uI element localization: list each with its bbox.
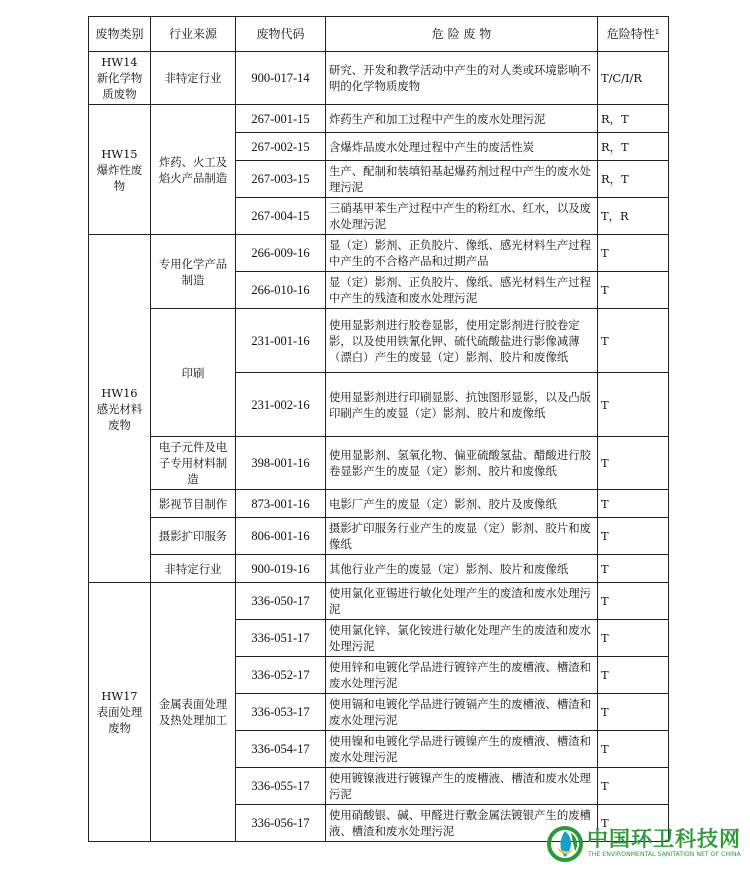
- table-row: [89, 309, 669, 373]
- hazard-characteristic-cell: R，T: [598, 133, 669, 161]
- header-row: [89, 17, 669, 52]
- industry-source-cell: 非特定行业: [151, 52, 236, 105]
- industry-source-cell: 摄影扩印服务: [151, 518, 236, 555]
- header-hazard-note: 1: [654, 28, 660, 36]
- hazard-characteristic-cell: R，T: [598, 161, 669, 198]
- waste-code-cell: 336-050-17: [236, 583, 326, 620]
- hazardous-waste-description-cell: 电影厂产生的废显（定）影剂、胶片及废像纸: [326, 490, 598, 518]
- waste-code-cell: 267-004-15: [236, 198, 326, 235]
- waste-code-cell: 267-002-15: [236, 133, 326, 161]
- industry-source-cell: 金属表面处理及热处理加工: [151, 583, 236, 842]
- hazard-characteristic-cell: T: [598, 373, 669, 437]
- header-code: 废物代码: [236, 17, 326, 52]
- waste-category-cell: [89, 105, 151, 235]
- hazard-characteristic-cell: T: [598, 490, 669, 518]
- hazard-characteristic-cell: T: [598, 768, 669, 805]
- waste-code-cell: 900-017-14: [236, 52, 326, 105]
- waste-code-cell: 231-002-16: [236, 373, 326, 437]
- hazard-characteristic-cell: T: [598, 235, 669, 272]
- waste-category-line: 爆炸性废: [96, 162, 143, 177]
- hazard-characteristic-cell: T，R: [598, 198, 669, 235]
- industry-source-cell: 电子元件及电子专用材料制造: [151, 437, 236, 490]
- waste-code-cell: 231-001-16: [236, 309, 326, 373]
- table-row: [89, 518, 669, 555]
- hazardous-waste-description-cell: 三硝基甲苯生产过程中产生的粉红水、红水，以及废水处理污泥: [326, 198, 598, 235]
- hazard-characteristic-cell: T: [598, 583, 669, 620]
- site-logo: [547, 823, 743, 865]
- hazard-characteristic-cell: T: [598, 437, 669, 490]
- hazard-characteristic-cell: T: [598, 620, 669, 657]
- waste-code-cell: 336-054-17: [236, 731, 326, 768]
- waste-category-line: HW16: [101, 385, 138, 400]
- hazard-characteristic-cell: T: [598, 731, 669, 768]
- waste-category-line: 物: [113, 178, 126, 193]
- waste-category-line: HW17: [101, 689, 138, 703]
- industry-source-cell: 专用化学产品制造: [151, 235, 236, 309]
- hazardous-waste-description-cell: 使用镍和电镀化学品进行镀镍产生的废槽液、槽渣和废水处理污泥: [326, 731, 598, 768]
- hazardous-waste-description-cell: 使用显影剂、氢氧化物、偏亚硫酸氢盐、醋酸进行胶卷显影产生的废显（定）影剂、胶片和废像纸: [326, 437, 598, 490]
- table-row: [89, 437, 669, 490]
- hazard-characteristic-cell: T: [598, 518, 669, 555]
- hazardous-waste-description-cell: 研究、开发和教学活动中产生的对人类或环境影响不明的化学物质废物: [326, 52, 598, 105]
- industry-source-cell: 印刷: [151, 309, 236, 437]
- hazardous-waste-description-cell: 使用氯化锌、氯化铵进行敏化处理产生的废渣和废水处理污泥: [326, 620, 598, 657]
- hazard-characteristic-cell: R，T: [598, 105, 669, 133]
- hazardous-waste-description-cell: 使用镉和电镀化学品进行镀镉产生的废槽液、槽渣和废水处理污泥: [326, 694, 598, 731]
- logo-subtitle: THE ENVIRONMENTAL SANITATION NET OF CHINA: [588, 851, 741, 858]
- waste-category-line: HW14: [101, 55, 138, 69]
- waste-code-cell: 267-001-15: [236, 105, 326, 133]
- logo-name: 中国环卫科技网: [587, 827, 741, 851]
- hazardous-waste-description-cell: 显（定）影剂、正负胶片、像纸、感光材料生产过程中产生的不合格产品和过期产品: [326, 235, 598, 272]
- header-hazard-label: 危险特性: [606, 27, 655, 41]
- hazard-characteristic-cell: T: [598, 805, 669, 842]
- hazardous-waste-description-cell: 使用显影剂进行胶卷显影，使用定影剂进行胶卷定影，以及使用铁氰化钾、硫代硫酸盐进行影像减薄（漂白）产生的废显（定）影剂、胶片和废像纸: [326, 309, 598, 373]
- hazardous-waste-description-cell: 使用镀镍液进行镀镍产生的废槽液、槽渣和废水处理污泥: [326, 768, 598, 805]
- hazardous-waste-description-cell: 其他行业产生的废显（定）影剂、胶片和废像纸: [326, 555, 598, 583]
- waste-category-line: 表面处理: [96, 705, 143, 719]
- waste-code-cell: 336-051-17: [236, 620, 326, 657]
- table-header: [89, 17, 669, 52]
- waste-code-cell: 266-009-16: [236, 235, 326, 272]
- waste-code-cell: 398-001-16: [236, 437, 326, 490]
- waste-code-cell: 336-056-17: [236, 805, 326, 842]
- hazardous-waste-description-cell: 生产、配制和装填铅基起爆药剂过程中产生的废水处理污泥: [326, 161, 598, 198]
- industry-source-cell: 炸药、火工及焰火产品制造: [151, 105, 236, 235]
- table-wrapper: [88, 16, 668, 842]
- industry-source-cell: 影视节目制作: [151, 490, 236, 518]
- waste-category-line: 感光材料: [96, 401, 143, 416]
- hazard-characteristic-cell: T: [598, 309, 669, 373]
- waste-category-line: HW15: [101, 146, 138, 161]
- header-hazard: [598, 17, 669, 52]
- waste-code-cell: 267-003-15: [236, 161, 326, 198]
- waste-code-cell: 336-055-17: [236, 768, 326, 805]
- waste-code-cell: 336-052-17: [236, 657, 326, 694]
- hazardous-waste-description-cell: 使用锌和电镀化学品进行镀锌产生的废槽液、槽渣和废水处理污泥: [326, 657, 598, 694]
- waste-category-cell: [89, 583, 151, 842]
- hazardous-waste-description-cell: 含爆炸品废水处理过程中产生的废活性炭: [326, 133, 598, 161]
- leaf-logo-icon: [547, 825, 583, 863]
- hazardous-waste-description-cell: 使用显影剂进行印刷显影、抗蚀图形显影，以及凸版印刷产生的废显（定）影剂、胶片和废像纸: [326, 373, 598, 437]
- hazard-characteristic-cell: T/C/I/R: [598, 52, 669, 105]
- waste-category-cell: [89, 235, 151, 583]
- hazardous-waste-description-cell: 使用硝酸银、碱、甲醛进行敷金属法镀银产生的废槽液、槽渣和废水处理污泥: [326, 805, 598, 842]
- table-row: [89, 105, 669, 133]
- waste-category-line: 新化学物: [96, 71, 143, 85]
- industry-source-cell: 非特定行业: [151, 555, 236, 583]
- waste-category-line: 废物: [108, 721, 131, 735]
- hazardous-waste-description-cell: 使用氯化亚锡进行敏化处理产生的废渣和废水处理污泥: [326, 583, 598, 620]
- waste-category-cell: [89, 52, 151, 105]
- header-source: 行业来源: [151, 17, 236, 52]
- hazardous-waste-description-cell: 摄影扩印服务行业产生的废显（定）影剂、胶片和废像纸: [326, 518, 598, 555]
- hazard-characteristic-cell: T: [598, 272, 669, 309]
- waste-code-cell: 806-001-16: [236, 518, 326, 555]
- waste-code-cell: 900-019-16: [236, 555, 326, 583]
- table-row: [89, 235, 669, 272]
- table-row: [89, 52, 669, 105]
- hazard-characteristic-cell: T: [598, 555, 669, 583]
- waste-code-cell: 873-001-16: [236, 490, 326, 518]
- table-row: [89, 490, 669, 518]
- hazard-characteristic-cell: T: [598, 694, 669, 731]
- hazardous-waste-description-cell: 显（定）影剂、正负胶片、像纸、感光材料生产过程中产生的残渣和废水处理污泥: [326, 272, 598, 309]
- hazardous-waste-table: [88, 16, 669, 842]
- header-description: 危 险 废 物: [326, 17, 598, 52]
- waste-category-line: 质废物: [102, 87, 137, 101]
- table-row: [89, 555, 669, 583]
- hazardous-waste-description-cell: 炸药生产和加工过程中产生的废水处理污泥: [326, 105, 598, 133]
- table-body: [89, 52, 669, 842]
- hazard-characteristic-cell: T: [598, 657, 669, 694]
- header-category: 废物类别: [89, 17, 151, 52]
- waste-code-cell: 266-010-16: [236, 272, 326, 309]
- table-row: [89, 583, 669, 620]
- waste-code-cell: 336-053-17: [236, 694, 326, 731]
- waste-category-line: 废物: [108, 417, 131, 432]
